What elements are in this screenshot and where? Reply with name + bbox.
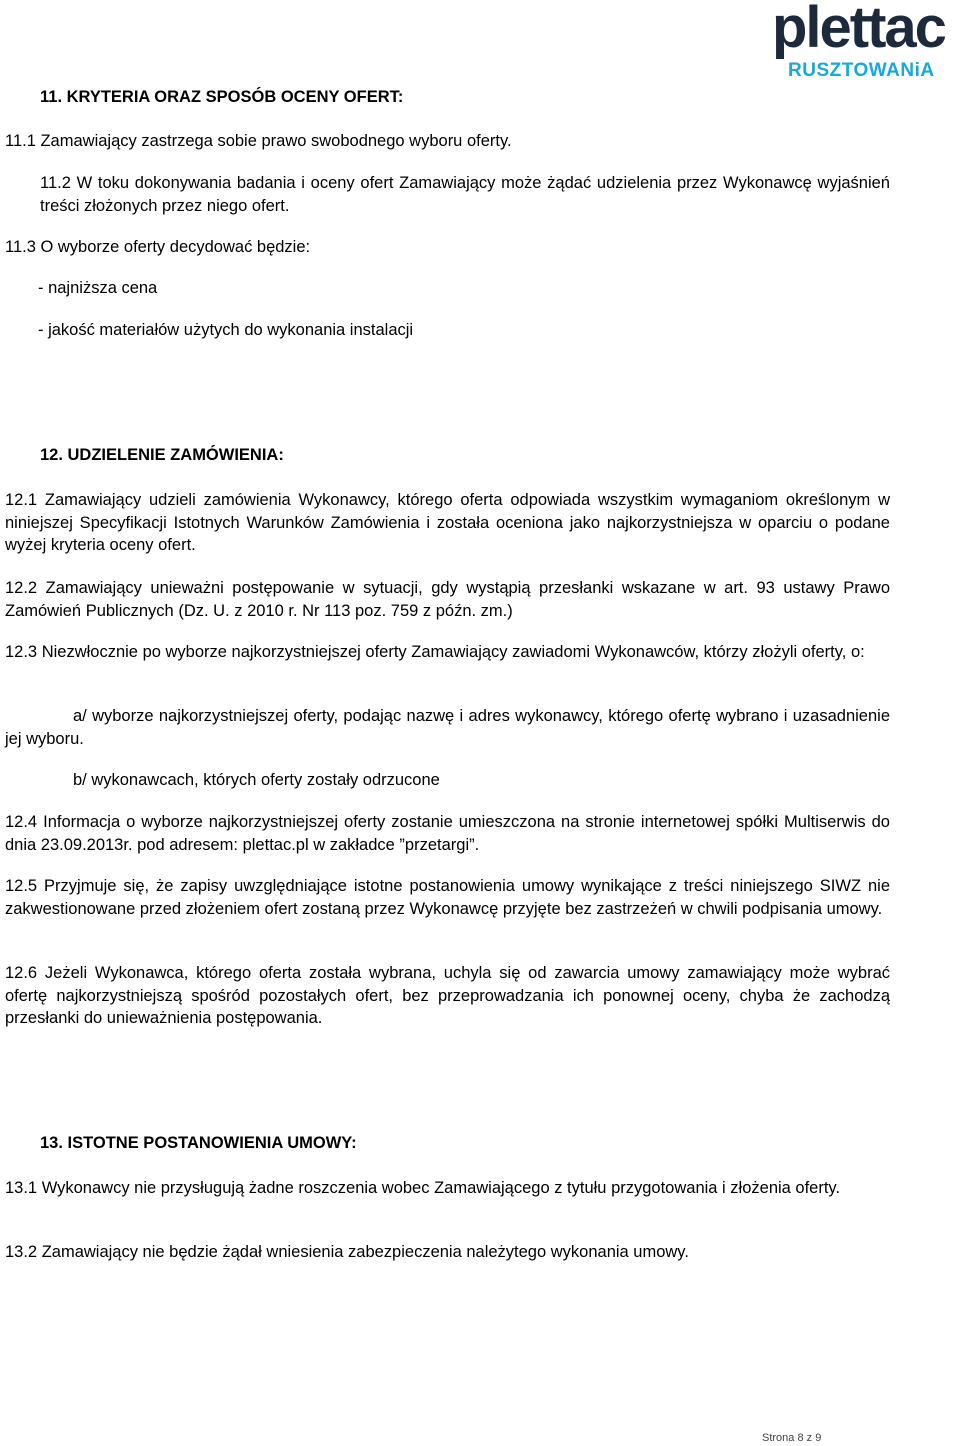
logo-sub-text: RUSZTOWANiA: [788, 60, 935, 81]
clause-12-1: 12.1 Zamawiający udzieli zamówienia Wykonawcy, którego oferta odpowiada wszystkim wymaganiom określonym w niniejszej Specyfikacji Istotnych Warunków Zamówienia i została oceniona jako najkorzystniejsza w oparciu o podane wyżej kryteria oceny ofert.: [5, 491, 890, 554]
section-11-heading: 11. KRYTERIA ORAZ SPOSÓB OCENY OFERT:: [40, 88, 404, 106]
page-number: Strona 8 z 9: [762, 1432, 822, 1444]
criterion-price: - najniższa cena: [38, 279, 158, 297]
clause-11-2: 11.2 W toku dokonywania badania i oceny ofert Zamawiający może żądać udzielenia przez Wykonawcę wyjaśnień treści złożonych przez niego ofert.: [40, 174, 890, 215]
plettac-logo: [772, 2, 954, 82]
clause-12-2: 12.2 Zamawiający unieważni postępowanie w sytuacji, gdy wystąpią przesłanki wskazane w art. 93 ustawy Prawo Zamówień Publicznych (Dz. U. z 2010 r. Nr 113 poz. 759 z późn. zm.): [5, 579, 890, 620]
clause-11-3: 11.3 O wyborze oferty decydować będzie:: [5, 238, 311, 256]
clause-12-3-b: b/ wykonawcach, których oferty zostały odrzucone: [73, 771, 440, 789]
clause-13-2: 13.2 Zamawiający nie będzie żądał wniesienia zabezpieczenia należytego wykonania umowy.: [5, 1243, 689, 1261]
clause-12-3: 12.3 Niezwłocznie po wyborze najkorzystniejszej oferty Zamawiający zawiadomi Wykonawców, którzy złożyli oferty, o:: [5, 643, 865, 661]
section-13-heading: 13. ISTOTNE POSTANOWIENIA UMOWY:: [40, 1134, 357, 1152]
clause-13-1: 13.1 Wykonawcy nie przysługują żadne roszczenia wobec Zamawiającego z tytułu przygotowania i złożenia oferty.: [5, 1179, 841, 1197]
clause-12-6: 12.6 Jeżeli Wykonawca, którego oferta została wybrana, uchyla się od zawarcia umowy zamawiający może wybrać ofertę najkorzystniejszą spośród pozostałych ofert, bez przeprowadzania ich ponownej oceny, chyba że zachodzą przesłanki do unieważnienia postępowania.: [5, 964, 890, 1027]
clause-12-5: 12.5 Przyjmuje się, że zapisy uwzględniające istotne postanowienia umowy wynikające z treści niniejszego SIWZ nie zakwestionowane przed złożeniem ofert zostaną przez Wykonawcę przyjęte bez zastrzeżeń w chwili podpisania umowy.: [5, 877, 890, 918]
clause-11-1: 11.1 Zamawiający zastrzega sobie prawo swobodnego wyboru oferty.: [5, 132, 512, 150]
section-12-heading: 12. UDZIELENIE ZAMÓWIENIA:: [40, 446, 284, 464]
criterion-quality: - jakość materiałów użytych do wykonania instalacji: [38, 321, 414, 339]
clause-12-4: 12.4 Informacja o wyborze najkorzystniejszej oferty zostanie umieszczona na stronie internetowej spółki Multiserwis do dnia 23.09.2013r. pod adresem: plettac.pl w zakładce ”przetargi”.: [5, 813, 890, 854]
logo-main-text: plettac: [772, 0, 945, 60]
clause-12-3-a: a/ wyborze najkorzystniejszej oferty, podając nazwę i adres wykonawcy, którego ofertę wybrano i uzasadnienie jej wyboru.: [5, 707, 890, 748]
